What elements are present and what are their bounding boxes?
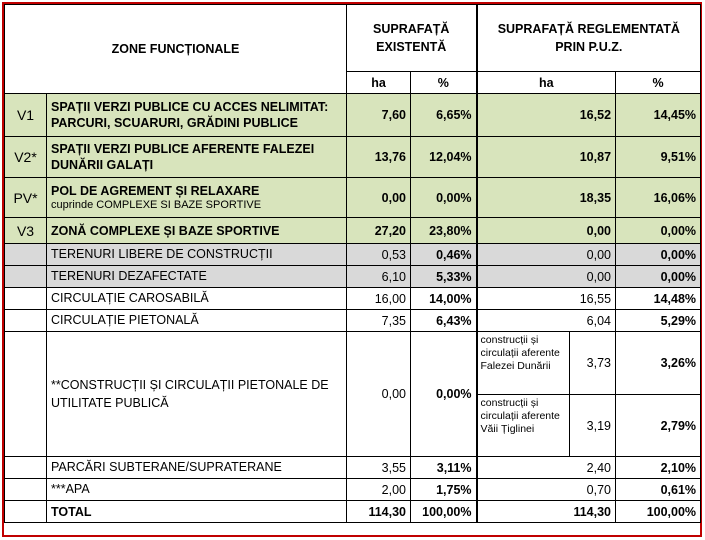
table-row <box>5 457 701 479</box>
existing-ha: 7,60 <box>347 94 411 137</box>
existing-ha: 0,53 <box>347 244 411 266</box>
existing-pct: 6,65% <box>411 94 477 137</box>
existing-ha: 16,00 <box>347 288 411 310</box>
empty-code-cell <box>5 332 47 457</box>
existing-ha: 2,00 <box>347 479 411 501</box>
total-label: TOTAL <box>47 501 347 523</box>
table-row <box>5 137 701 178</box>
existing-pct: 3,11% <box>411 457 477 479</box>
existing-pct: 23,80% <box>411 218 477 244</box>
existing-pct: 6,43% <box>411 310 477 332</box>
empty-code-cell <box>5 310 47 332</box>
empty-code-cell <box>5 479 47 501</box>
regulated-pct: 9,51% <box>616 137 701 178</box>
unit-ha-regulated: ha <box>477 72 616 94</box>
zone-code: V1 <box>5 94 47 137</box>
regulated-pct: 0,61% <box>616 479 701 501</box>
empty-code-cell <box>5 266 47 288</box>
regulated-pct: 0,00% <box>616 218 701 244</box>
table-row <box>5 94 701 137</box>
zone-code: V3 <box>5 218 47 244</box>
total-existing-ha: 114,30 <box>347 501 411 523</box>
existing-pct: 0,00% <box>411 178 477 218</box>
table-row <box>5 218 701 244</box>
regulated-pct: 14,48% <box>616 288 701 310</box>
unit-pct-existing: % <box>411 72 477 94</box>
zone-label-cell <box>47 178 347 218</box>
zone-label: CIRCULAȚIE CAROSABILĂ <box>47 288 347 310</box>
regulated-ha: 0,00 <box>477 218 616 244</box>
regulated-ha: 18,35 <box>477 178 616 218</box>
empty-code-cell <box>5 457 47 479</box>
total-row <box>5 501 701 523</box>
existing-ha: 27,20 <box>347 218 411 244</box>
regulated-pct: 0,00% <box>616 266 701 288</box>
table-row <box>5 178 701 218</box>
regulated-ha: 0,70 <box>477 479 616 501</box>
existing-ha: 13,76 <box>347 137 411 178</box>
zone-label: SPAȚII VERZI PUBLICE AFERENTE FALEZEI DUNĂRII GALAȚI <box>47 137 347 178</box>
total-regulated-ha: 114,30 <box>477 501 616 523</box>
regulated-ha: 16,52 <box>477 94 616 137</box>
regulated-pct: 0,00% <box>616 244 701 266</box>
regulated-pct: 3,26% <box>616 332 701 395</box>
existing-ha: 3,55 <box>347 457 411 479</box>
regulated-ha: 0,00 <box>477 266 616 288</box>
existing-pct: 5,33% <box>411 266 477 288</box>
empty-code-cell <box>5 244 47 266</box>
regulated-pct: 2,79% <box>616 395 701 457</box>
existing-ha: 0,00 <box>347 332 411 457</box>
existing-pct: 14,00% <box>411 288 477 310</box>
table-row <box>5 244 701 266</box>
existing-pct: 1,75% <box>411 479 477 501</box>
functional-zones-table <box>4 4 701 523</box>
regulated-pct: 14,45% <box>616 94 701 137</box>
existing-pct: 0,46% <box>411 244 477 266</box>
empty-code-cell <box>5 288 47 310</box>
table-row <box>5 310 701 332</box>
functional-zones-table-frame <box>2 2 702 537</box>
total-existing-pct: 100,00% <box>411 501 477 523</box>
zone-label: PARCĂRI SUBTERANE/SUPRATERANE <box>47 457 347 479</box>
existing-ha: 7,35 <box>347 310 411 332</box>
table-row <box>5 266 701 288</box>
empty-code-cell <box>5 501 47 523</box>
regulated-pct: 16,06% <box>616 178 701 218</box>
regulated-ha: 3,73 <box>570 332 616 395</box>
zone-label: SPAȚII VERZI PUBLICE CU ACCES NELIMITAT: PARCURI, SCUARURI, GRĂDINI PUBLICE <box>47 94 347 137</box>
header-regulated: SUPRAFAȚĂ REGLEMENTATĂ PRIN P.U.Z. <box>477 5 701 72</box>
regulated-ha: 2,40 <box>477 457 616 479</box>
existing-pct: 12,04% <box>411 137 477 178</box>
total-regulated-pct: 100,00% <box>616 501 701 523</box>
regulated-ha: 0,00 <box>477 244 616 266</box>
zone-label: CIRCULAȚIE PIETONALĂ <box>47 310 347 332</box>
zone-label: ZONĂ COMPLEXE ȘI BAZE SPORTIVE <box>47 218 347 244</box>
table-row <box>5 288 701 310</box>
zone-label: ***APA <box>47 479 347 501</box>
sub-zone-label: construcții și circulații aferente Falezei Dunării <box>477 332 570 395</box>
zone-code: PV* <box>5 178 47 218</box>
regulated-ha: 10,87 <box>477 137 616 178</box>
sub-zone-label: construcții și circulații aferente Văii Țiglinei <box>477 395 570 457</box>
regulated-pct: 5,29% <box>616 310 701 332</box>
zone-label: TERENURI LIBERE DE CONSTRUCȚII <box>47 244 347 266</box>
header-zones: ZONE FUNCȚIONALE <box>5 5 347 94</box>
zone-sublabel: cuprinde COMPLEXE SI BAZE SPORTIVE <box>51 199 262 211</box>
regulated-pct: 2,10% <box>616 457 701 479</box>
header-existing: SUPRAFAȚĂ EXISTENTĂ <box>347 5 477 72</box>
table-row <box>5 332 701 395</box>
regulated-ha: 3,19 <box>570 395 616 457</box>
zone-label: POL DE AGREMENT ȘI RELAXARE <box>51 184 260 198</box>
regulated-ha: 16,55 <box>477 288 616 310</box>
existing-ha: 6,10 <box>347 266 411 288</box>
regulated-ha: 6,04 <box>477 310 616 332</box>
table-row <box>5 479 701 501</box>
zone-label: TERENURI DEZAFECTATE <box>47 266 347 288</box>
zone-label: **CONSTRUCȚII ȘI CIRCULAȚII PIETONALE DE UTILITATE PUBLICĂ <box>47 332 347 457</box>
unit-ha-existing: ha <box>347 72 411 94</box>
existing-ha: 0,00 <box>347 178 411 218</box>
unit-pct-regulated: % <box>616 72 701 94</box>
existing-pct: 0,00% <box>411 332 477 457</box>
zone-code: V2* <box>5 137 47 178</box>
